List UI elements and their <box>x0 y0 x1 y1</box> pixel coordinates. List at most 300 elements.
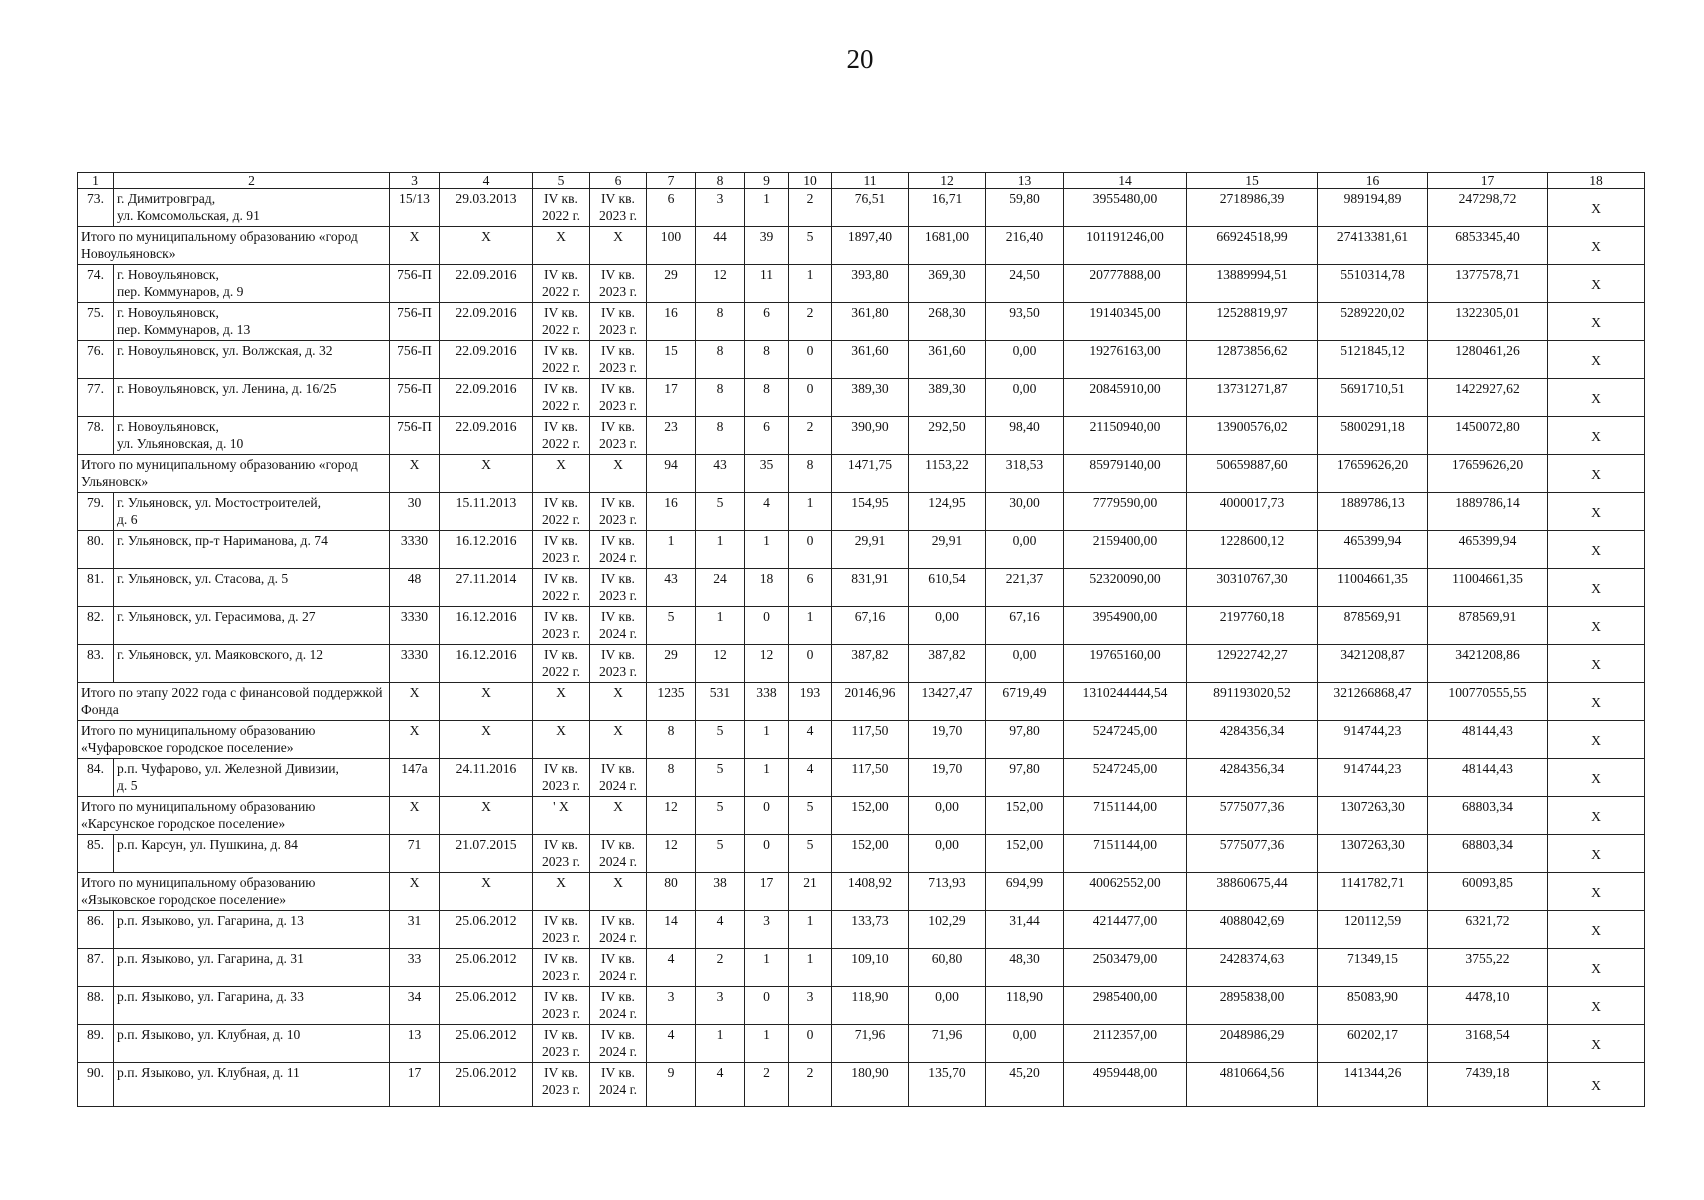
cell-c16: 85083,90 <box>1318 987 1428 1025</box>
cell-c17: 1280461,26 <box>1428 341 1548 379</box>
cell-c14: 4959448,00 <box>1064 1063 1187 1107</box>
cell-c15: 12528819,97 <box>1187 303 1318 341</box>
cell-c11: 1471,75 <box>832 455 909 493</box>
cell-c13: 118,90 <box>986 987 1064 1025</box>
row-number: 86. <box>78 911 114 949</box>
cell-c13: 97,80 <box>986 759 1064 797</box>
cell-c12: 1153,22 <box>909 455 986 493</box>
cell-c11: 1897,40 <box>832 227 909 265</box>
cell-c11: 20146,96 <box>832 683 909 721</box>
cell-c18: X <box>1548 607 1645 645</box>
cell-c15: 50659887,60 <box>1187 455 1318 493</box>
cell-c10: 0 <box>789 645 832 683</box>
cell-c7: 4 <box>647 1025 696 1063</box>
subtotal-row <box>78 873 1645 911</box>
cell-c16: 5289220,02 <box>1318 303 1428 341</box>
cell-c9: 1 <box>745 531 789 569</box>
cell-c10: 2 <box>789 303 832 341</box>
cell-c13: 31,44 <box>986 911 1064 949</box>
cell-c8: 12 <box>696 265 745 303</box>
cell-c6: X <box>590 227 647 265</box>
cell-c9: 8 <box>745 379 789 417</box>
cell-c13: 98,40 <box>986 417 1064 455</box>
row-number: 87. <box>78 949 114 987</box>
cell-c6: IV кв. 2023 г. <box>590 303 647 341</box>
cell-c14: 19140345,00 <box>1064 303 1187 341</box>
cell-c16: 321266868,47 <box>1318 683 1428 721</box>
cell-c4: 25.06.2012 <box>440 1025 533 1063</box>
cell-c9: 12 <box>745 645 789 683</box>
cell-c16: 1307263,30 <box>1318 797 1428 835</box>
cell-c5: IV кв. 2023 г. <box>533 1025 590 1063</box>
cell-c6: IV кв. 2023 г. <box>590 493 647 531</box>
cell-c6: IV кв. 2024 г. <box>590 1025 647 1063</box>
cell-c11: 118,90 <box>832 987 909 1025</box>
cell-c14: 7151144,00 <box>1064 835 1187 873</box>
cell-c8: 1 <box>696 531 745 569</box>
cell-c6: IV кв. 2023 г. <box>590 645 647 683</box>
cell-c8: 1 <box>696 607 745 645</box>
table-row <box>78 265 1645 303</box>
table-row <box>78 1025 1645 1063</box>
cell-c10: 1 <box>789 911 832 949</box>
subtotal-row <box>78 721 1645 759</box>
cell-c5: IV кв. 2023 г. <box>533 759 590 797</box>
cell-c13: 152,00 <box>986 797 1064 835</box>
cell-c11: 361,80 <box>832 303 909 341</box>
column-number-16: 16 <box>1318 173 1428 189</box>
cell-c12: 0,00 <box>909 797 986 835</box>
cell-c6: X <box>590 797 647 835</box>
subtotal-label: Итого по муниципальному образованию «Карсунское городское поселение» <box>78 797 390 835</box>
row-number: 77. <box>78 379 114 417</box>
cell-c3: 31 <box>390 911 440 949</box>
cell-c6: IV кв. 2023 г. <box>590 379 647 417</box>
address-cell: р.п. Языково, ул. Клубная, д. 11 <box>114 1063 390 1107</box>
cell-c18: X <box>1548 683 1645 721</box>
cell-c14: 2503479,00 <box>1064 949 1187 987</box>
cell-c13: 45,20 <box>986 1063 1064 1107</box>
cell-c17: 48144,43 <box>1428 759 1548 797</box>
cell-c3: 147а <box>390 759 440 797</box>
cell-c9: 3 <box>745 911 789 949</box>
cell-c6: IV кв. 2024 г. <box>590 1063 647 1107</box>
cell-c8: 2 <box>696 949 745 987</box>
cell-c8: 4 <box>696 911 745 949</box>
cell-c5: IV кв. 2023 г. <box>533 607 590 645</box>
cell-c8: 5 <box>696 721 745 759</box>
column-number-13: 13 <box>986 173 1064 189</box>
cell-c6: IV кв. 2023 г. <box>590 569 647 607</box>
table-row <box>78 1063 1645 1107</box>
cell-c14: 52320090,00 <box>1064 569 1187 607</box>
cell-c10: 6 <box>789 569 832 607</box>
cell-c16: 60202,17 <box>1318 1025 1428 1063</box>
cell-c12: 135,70 <box>909 1063 986 1107</box>
cell-c18: X <box>1548 303 1645 341</box>
cell-c16: 1141782,71 <box>1318 873 1428 911</box>
cell-c15: 12922742,27 <box>1187 645 1318 683</box>
cell-c17: 1377578,71 <box>1428 265 1548 303</box>
cell-c4: 25.06.2012 <box>440 1063 533 1107</box>
cell-c17: 68803,34 <box>1428 797 1548 835</box>
cell-c16: 5510314,78 <box>1318 265 1428 303</box>
column-number-7: 7 <box>647 173 696 189</box>
cell-c5: IV кв. 2023 г. <box>533 835 590 873</box>
cell-c10: 3 <box>789 987 832 1025</box>
row-number: 73. <box>78 189 114 227</box>
cell-c13: 221,37 <box>986 569 1064 607</box>
cell-c3: 3330 <box>390 645 440 683</box>
cell-c9: 6 <box>745 417 789 455</box>
cell-c14: 101191246,00 <box>1064 227 1187 265</box>
cell-c15: 4284356,34 <box>1187 759 1318 797</box>
cell-c17: 3421208,86 <box>1428 645 1548 683</box>
cell-c6: IV кв. 2023 г. <box>590 341 647 379</box>
cell-c8: 3 <box>696 987 745 1025</box>
column-number-11: 11 <box>832 173 909 189</box>
cell-c9: 17 <box>745 873 789 911</box>
row-number: 80. <box>78 531 114 569</box>
cell-c17: 878569,91 <box>1428 607 1548 645</box>
subtotal-label: Итого по муниципальному образованию «город Ульяновск» <box>78 455 390 493</box>
cell-c12: 13427,47 <box>909 683 986 721</box>
cell-c3: 756-П <box>390 303 440 341</box>
cell-c18: X <box>1548 949 1645 987</box>
cell-c8: 3 <box>696 189 745 227</box>
cell-c11: 76,51 <box>832 189 909 227</box>
cell-c3: X <box>390 683 440 721</box>
cell-c11: 831,91 <box>832 569 909 607</box>
cell-c16: 27413381,61 <box>1318 227 1428 265</box>
cell-c7: 14 <box>647 911 696 949</box>
cell-c13: 30,00 <box>986 493 1064 531</box>
address-cell: р.п. Языково, ул. Гагарина, д. 13 <box>114 911 390 949</box>
cell-c15: 13889994,51 <box>1187 265 1318 303</box>
address-cell: р.п. Языково, ул. Гагарина, д. 31 <box>114 949 390 987</box>
cell-c18: X <box>1548 227 1645 265</box>
cell-c11: 117,50 <box>832 721 909 759</box>
cell-c4: 16.12.2016 <box>440 531 533 569</box>
cell-c14: 20845910,00 <box>1064 379 1187 417</box>
cell-c3: X <box>390 227 440 265</box>
cell-c14: 2985400,00 <box>1064 987 1187 1025</box>
cell-c17: 68803,34 <box>1428 835 1548 873</box>
cell-c12: 16,71 <box>909 189 986 227</box>
cell-c18: X <box>1548 1063 1645 1107</box>
cell-c3: 756-П <box>390 379 440 417</box>
cell-c14: 85979140,00 <box>1064 455 1187 493</box>
cell-c16: 878569,91 <box>1318 607 1428 645</box>
cell-c16: 989194,89 <box>1318 189 1428 227</box>
cell-c15: 4810664,56 <box>1187 1063 1318 1107</box>
cell-c13: 216,40 <box>986 227 1064 265</box>
cell-c5: IV кв. 2022 г. <box>533 189 590 227</box>
column-number-15: 15 <box>1187 173 1318 189</box>
cell-c4: 15.11.2013 <box>440 493 533 531</box>
cell-c15: 66924518,99 <box>1187 227 1318 265</box>
cell-c14: 19276163,00 <box>1064 341 1187 379</box>
column-number-3: 3 <box>390 173 440 189</box>
address-cell: р.п. Чуфарово, ул. Железной Дивизии, д. 5 <box>114 759 390 797</box>
cell-c6: IV кв. 2024 г. <box>590 835 647 873</box>
cell-c12: 369,30 <box>909 265 986 303</box>
cell-c18: X <box>1548 835 1645 873</box>
column-number-2: 2 <box>114 173 390 189</box>
cell-c17: 60093,85 <box>1428 873 1548 911</box>
table-row <box>78 645 1645 683</box>
table-row <box>78 417 1645 455</box>
cell-c10: 193 <box>789 683 832 721</box>
cell-c16: 1889786,13 <box>1318 493 1428 531</box>
cell-c4: 22.09.2016 <box>440 265 533 303</box>
cell-c11: 71,96 <box>832 1025 909 1063</box>
cell-c17: 247298,72 <box>1428 189 1548 227</box>
cell-c4: 25.06.2012 <box>440 911 533 949</box>
cell-c18: X <box>1548 265 1645 303</box>
address-cell: р.п. Языково, ул. Гагарина, д. 33 <box>114 987 390 1025</box>
cell-c10: 8 <box>789 455 832 493</box>
column-number-18: 18 <box>1548 173 1645 189</box>
housing-resettlement-table <box>77 172 1645 1107</box>
cell-c3: 30 <box>390 493 440 531</box>
table-row <box>78 949 1645 987</box>
cell-c9: 338 <box>745 683 789 721</box>
column-number-6: 6 <box>590 173 647 189</box>
cell-c12: 0,00 <box>909 987 986 1025</box>
table-row <box>78 189 1645 227</box>
cell-c8: 1 <box>696 1025 745 1063</box>
cell-c9: 1 <box>745 1025 789 1063</box>
row-number: 84. <box>78 759 114 797</box>
subtotal-label: Итого по этапу 2022 года с финансовой поддержкой Фонда <box>78 683 390 721</box>
cell-c14: 1310244444,54 <box>1064 683 1187 721</box>
cell-c17: 4478,10 <box>1428 987 1548 1025</box>
cell-c14: 2159400,00 <box>1064 531 1187 569</box>
cell-c6: IV кв. 2024 г. <box>590 911 647 949</box>
column-number-9: 9 <box>745 173 789 189</box>
cell-c6: IV кв. 2024 г. <box>590 607 647 645</box>
cell-c10: 0 <box>789 341 832 379</box>
address-cell: г. Новоульяновск, пер. Коммунаров, д. 13 <box>114 303 390 341</box>
row-number: 79. <box>78 493 114 531</box>
cell-c15: 5775077,36 <box>1187 835 1318 873</box>
cell-c5: IV кв. 2022 г. <box>533 417 590 455</box>
address-cell: г. Ульяновск, ул. Мостостроителей, д. 6 <box>114 493 390 531</box>
cell-c11: 389,30 <box>832 379 909 417</box>
cell-c5: X <box>533 721 590 759</box>
cell-c11: 117,50 <box>832 759 909 797</box>
cell-c9: 35 <box>745 455 789 493</box>
subtotal-row <box>78 797 1645 835</box>
cell-c6: IV кв. 2024 г. <box>590 759 647 797</box>
cell-c11: 109,10 <box>832 949 909 987</box>
cell-c14: 5247245,00 <box>1064 721 1187 759</box>
cell-c12: 268,30 <box>909 303 986 341</box>
cell-c6: X <box>590 721 647 759</box>
cell-c15: 2895838,00 <box>1187 987 1318 1025</box>
column-number-12: 12 <box>909 173 986 189</box>
cell-c16: 5800291,18 <box>1318 417 1428 455</box>
cell-c4: X <box>440 455 533 493</box>
cell-c15: 12873856,62 <box>1187 341 1318 379</box>
cell-c10: 0 <box>789 1025 832 1063</box>
cell-c18: X <box>1548 1025 1645 1063</box>
cell-c4: X <box>440 873 533 911</box>
page-number: 20 <box>846 44 874 74</box>
cell-c8: 38 <box>696 873 745 911</box>
cell-c6: X <box>590 683 647 721</box>
cell-c13: 318,53 <box>986 455 1064 493</box>
cell-c10: 5 <box>789 835 832 873</box>
cell-c16: 3421208,87 <box>1318 645 1428 683</box>
cell-c18: X <box>1548 493 1645 531</box>
table-row <box>78 493 1645 531</box>
cell-c12: 29,91 <box>909 531 986 569</box>
cell-c7: 80 <box>647 873 696 911</box>
cell-c7: 94 <box>647 455 696 493</box>
cell-c7: 6 <box>647 189 696 227</box>
cell-c12: 610,54 <box>909 569 986 607</box>
cell-c8: 5 <box>696 493 745 531</box>
cell-c17: 1889786,14 <box>1428 493 1548 531</box>
column-number-17: 17 <box>1428 173 1548 189</box>
cell-c3: 756-П <box>390 341 440 379</box>
cell-c14: 40062552,00 <box>1064 873 1187 911</box>
cell-c15: 38860675,44 <box>1187 873 1318 911</box>
row-number: 83. <box>78 645 114 683</box>
cell-c17: 11004661,35 <box>1428 569 1548 607</box>
column-number-5: 5 <box>533 173 590 189</box>
cell-c4: 25.06.2012 <box>440 949 533 987</box>
cell-c9: 1 <box>745 189 789 227</box>
cell-c12: 292,50 <box>909 417 986 455</box>
address-cell: г. Ульяновск, ул. Стасова, д. 5 <box>114 569 390 607</box>
cell-c13: 24,50 <box>986 265 1064 303</box>
cell-c7: 100 <box>647 227 696 265</box>
cell-c4: 29.03.2013 <box>440 189 533 227</box>
cell-c11: 387,82 <box>832 645 909 683</box>
cell-c5: X <box>533 683 590 721</box>
cell-c5: IV кв. 2022 г. <box>533 303 590 341</box>
subtotal-row <box>78 455 1645 493</box>
address-cell: р.п. Карсун, ул. Пушкина, д. 84 <box>114 835 390 873</box>
cell-c11: 29,91 <box>832 531 909 569</box>
cell-c9: 0 <box>745 835 789 873</box>
table-header-row <box>78 173 1645 189</box>
cell-c12: 102,29 <box>909 911 986 949</box>
cell-c4: 24.11.2016 <box>440 759 533 797</box>
cell-c18: X <box>1548 417 1645 455</box>
cell-c7: 4 <box>647 949 696 987</box>
cell-c11: 133,73 <box>832 911 909 949</box>
cell-c9: 1 <box>745 759 789 797</box>
cell-c7: 29 <box>647 645 696 683</box>
cell-c13: 48,30 <box>986 949 1064 987</box>
cell-c3: 3330 <box>390 607 440 645</box>
cell-c17: 48144,43 <box>1428 721 1548 759</box>
cell-c14: 21150940,00 <box>1064 417 1187 455</box>
cell-c14: 20777888,00 <box>1064 265 1187 303</box>
cell-c9: 0 <box>745 797 789 835</box>
table-row <box>78 303 1645 341</box>
cell-c3: 33 <box>390 949 440 987</box>
cell-c10: 21 <box>789 873 832 911</box>
cell-c17: 465399,94 <box>1428 531 1548 569</box>
cell-c3: 17 <box>390 1063 440 1107</box>
cell-c12: 19,70 <box>909 721 986 759</box>
cell-c5: IV кв. 2023 г. <box>533 911 590 949</box>
cell-c5: IV кв. 2022 г. <box>533 341 590 379</box>
cell-c17: 17659626,20 <box>1428 455 1548 493</box>
address-cell: г. Ульяновск, пр-т Нариманова, д. 74 <box>114 531 390 569</box>
cell-c9: 18 <box>745 569 789 607</box>
cell-c18: X <box>1548 759 1645 797</box>
subtotal-row <box>78 227 1645 265</box>
cell-c16: 5121845,12 <box>1318 341 1428 379</box>
column-number-8: 8 <box>696 173 745 189</box>
address-cell: г. Новоульяновск, ул. Ленина, д. 16/25 <box>114 379 390 417</box>
cell-c14: 19765160,00 <box>1064 645 1187 683</box>
cell-c9: 4 <box>745 493 789 531</box>
cell-c16: 914744,23 <box>1318 759 1428 797</box>
cell-c5: IV кв. 2022 г. <box>533 569 590 607</box>
cell-c15: 30310767,30 <box>1187 569 1318 607</box>
cell-c12: 361,60 <box>909 341 986 379</box>
cell-c3: 13 <box>390 1025 440 1063</box>
cell-c4: 16.12.2016 <box>440 607 533 645</box>
cell-c16: 17659626,20 <box>1318 455 1428 493</box>
row-number: 76. <box>78 341 114 379</box>
row-number: 89. <box>78 1025 114 1063</box>
cell-c18: X <box>1548 797 1645 835</box>
cell-c12: 713,93 <box>909 873 986 911</box>
row-number: 75. <box>78 303 114 341</box>
cell-c8: 4 <box>696 1063 745 1107</box>
cell-c10: 1 <box>789 493 832 531</box>
cell-c5: IV кв. 2023 г. <box>533 987 590 1025</box>
cell-c13: 59,80 <box>986 189 1064 227</box>
cell-c15: 1228600,12 <box>1187 531 1318 569</box>
cell-c7: 12 <box>647 797 696 835</box>
cell-c8: 24 <box>696 569 745 607</box>
cell-c5: IV кв. 2022 г. <box>533 265 590 303</box>
cell-c5: IV кв. 2023 г. <box>533 531 590 569</box>
cell-c18: X <box>1548 189 1645 227</box>
cell-c10: 2 <box>789 1063 832 1107</box>
address-cell: г. Димитровград, ул. Комсомольская, д. 91 <box>114 189 390 227</box>
table-row <box>78 379 1645 417</box>
cell-c5: X <box>533 455 590 493</box>
cell-c8: 8 <box>696 379 745 417</box>
cell-c3: X <box>390 797 440 835</box>
cell-c9: 1 <box>745 949 789 987</box>
cell-c10: 0 <box>789 379 832 417</box>
cell-c13: 0,00 <box>986 531 1064 569</box>
row-number: 85. <box>78 835 114 873</box>
cell-c4: 22.09.2016 <box>440 341 533 379</box>
cell-c16: 120112,59 <box>1318 911 1428 949</box>
cell-c11: 152,00 <box>832 835 909 873</box>
cell-c15: 5775077,36 <box>1187 797 1318 835</box>
cell-c18: X <box>1548 341 1645 379</box>
subtotal-label: Итого по муниципальному образованию «Чуфаровское городское поселение» <box>78 721 390 759</box>
cell-c7: 23 <box>647 417 696 455</box>
cell-c8: 5 <box>696 797 745 835</box>
cell-c11: 361,60 <box>832 341 909 379</box>
cell-c8: 8 <box>696 303 745 341</box>
cell-c5: IV кв. 2023 г. <box>533 949 590 987</box>
